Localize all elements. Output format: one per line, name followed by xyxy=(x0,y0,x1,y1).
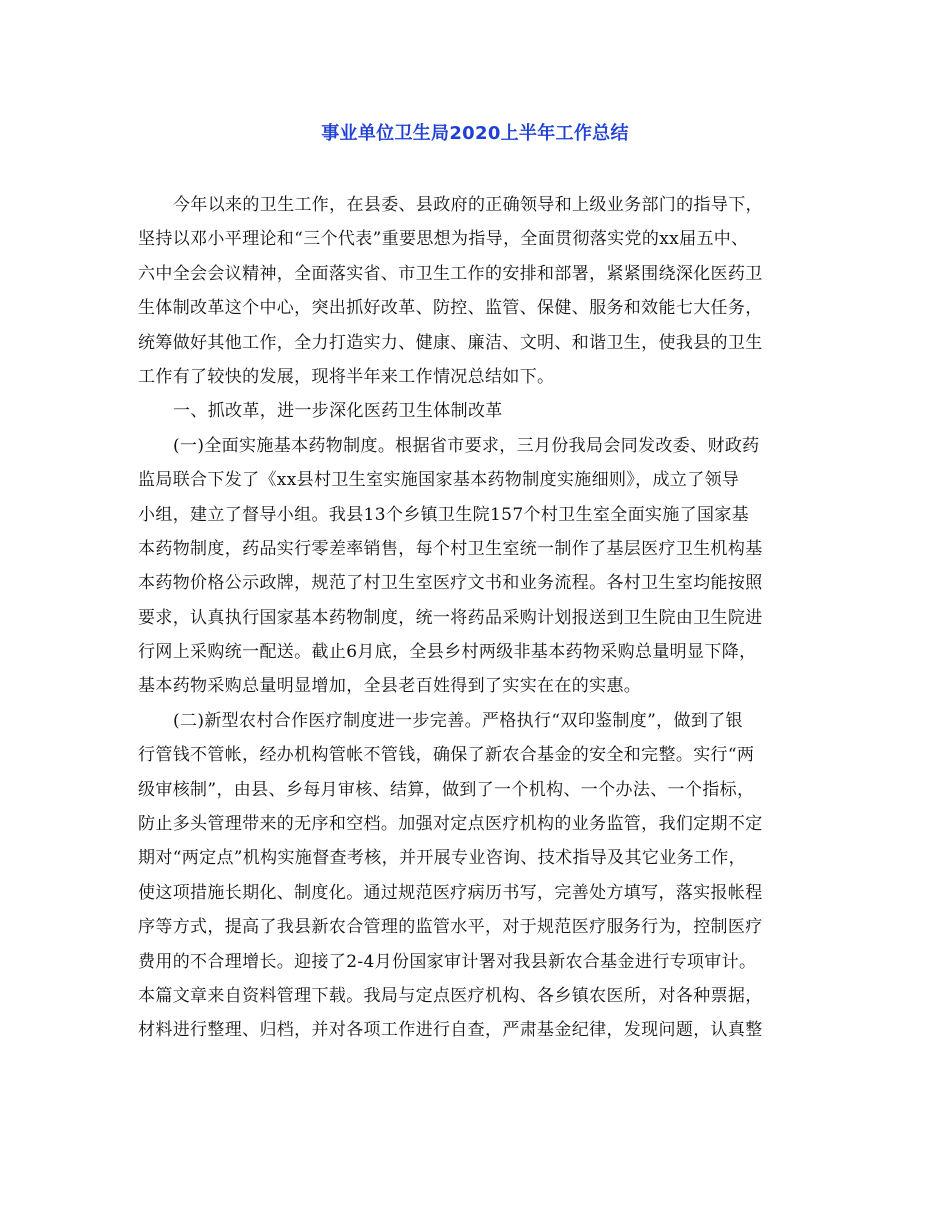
section-heading: 一、抓改革，进一步深化医药卫生体制改革 xyxy=(173,401,503,422)
document-title: 事业单位卫生局2020上半年工作总结 xyxy=(321,123,629,144)
paragraph-line: 小组，建立了督导小组。我县13个乡镇卫生院157个村卫生室全面实施了国家基 xyxy=(138,504,750,525)
paragraph-line: 行网上采购统一配送。截止6月底，全县乡村两级非基本药物采购总量明显下降， xyxy=(138,642,757,663)
paragraph-line: 期对“两定点”机构实施督查考核，并开展专业咨询、技术指导及其它业务工作， xyxy=(138,848,746,869)
paragraph-line: 本药物价格公示政牌，规范了村卫生室医疗文书和业务流程。各村卫生室均能按照 xyxy=(138,573,763,594)
paragraph-line: 工作有了较快的发展，现将半年来工作情况总结如下。 xyxy=(138,366,555,387)
paragraph-line: 本药物制度，药品实行零差率销售，每个村卫生室统一制作了基层医疗卫生机构基 xyxy=(138,538,763,559)
paragraph-line: 防止多头管理带来的无序和空档。加强对定点医疗机构的业务监管，我们定期不定 xyxy=(138,814,763,835)
paragraph-line: 今年以来的卫生工作，在县委、县政府的正确领导和上级业务部门的指导下， xyxy=(173,195,763,215)
paragraph-line: 序等方式，提高了我县新农合管理的监管水平，对于规范医疗服务行为，控制医疗 xyxy=(138,917,763,938)
paragraph-line: 使这项措施长期化、制度化。通过规范医疗病历书写，完善处方填写，落实报帐程 xyxy=(138,882,763,903)
paragraph-line: (一)全面实施基本药物制度。根据省市要求，三月份我局会同发改委、财政药 xyxy=(173,435,760,456)
paragraph-line: 监局联合下发了《xx县村卫生室实施国家基本药物制度实施细则》，成立了领导 xyxy=(138,470,740,491)
paragraph-line: 要求，认真执行国家基本药物制度，统一将药品采购计划报送到卫生院由卫生院进 xyxy=(138,607,763,628)
paragraph-line: (二)新型农村合作医疗制度进一步完善。严格执行“双印鉴制度”，做到了银 xyxy=(173,710,743,731)
paragraph-line: 费用的不合理增长。迎接了2-4月份国家审计署对我县新农合基金进行专项审计。 xyxy=(138,951,757,972)
paragraph-line: 坚持以邓小平理论和“三个代表”重要思想为指导，全面贯彻落实党的xx届五中、 xyxy=(138,229,749,250)
paragraph-line: 材料进行整理、归档，并对各项工作进行自查，严肃基金纪律，发现问题，认真整 xyxy=(138,1020,763,1041)
paragraph-line: 统筹做好其他工作，全力打造实力、健康、廉洁、文明、和谐卫生，使我县的卫生 xyxy=(138,332,763,353)
document-body xyxy=(138,188,818,1048)
paragraph-line: 生体制改革这个中心，突出抓好改革、防控、监管、保健、服务和效能七大任务， xyxy=(138,298,763,319)
paragraph-line: 本篇文章来自资料管理下载。我局与定点医疗机构、各乡镇农医所，对各种票据， xyxy=(138,985,763,1006)
paragraph-line: 六中全会会议精神，全面落实省、市卫生工作的安排和部署，紧紧围绕深化医药卫 xyxy=(138,263,763,284)
paragraph-line: 行管钱不管帐，经办机构管帐不管钱，确保了新农合基金的安全和完整。实行“两 xyxy=(138,745,755,766)
paragraph-line: 基本药物采购总量明显增加，全县老百姓得到了实实在在的实惠。 xyxy=(138,676,642,697)
paragraph-line: 级审核制”，由县、乡每月审核、结算，做到了一个机构、一个办法、一个指标， xyxy=(138,779,755,800)
